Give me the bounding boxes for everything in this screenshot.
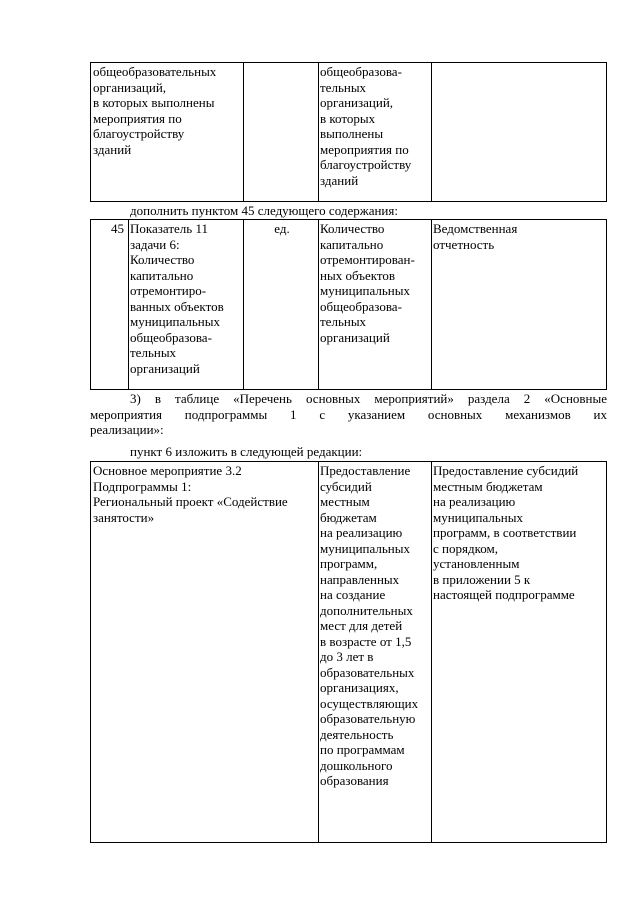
unit-cell: ед. bbox=[274, 221, 290, 236]
column-divider bbox=[431, 63, 432, 201]
paragraph-item-6-intro: пункт 6 изложить в следующей редакции: bbox=[130, 444, 363, 459]
activity-name-cell: Основное мероприятие 3.2 Подпрограммы 1: Региональный проект «Содействие занятости» bbox=[93, 463, 288, 525]
indicator-name-cell: Показатель 11 задачи 6: Количество капитально отремонтиро- ванных объектов муниципальных общеобразова- тельных организаций bbox=[130, 221, 224, 376]
source-cell: Ведомственная отчетность bbox=[433, 221, 518, 252]
paragraph-line: реализации»: bbox=[90, 422, 164, 437]
table-continuation bbox=[90, 62, 607, 202]
implementation-mechanism-cell: Предоставление субсидий местным бюджетам на реализацию муниципальных программ, в соответствии с порядком, установленным в приложении 5 к настоящей подпрограмме bbox=[433, 463, 579, 602]
table-item-6 bbox=[90, 461, 607, 843]
paragraph-line: 3) в таблице «Перечень основных мероприятий» раздела 2 «Основные bbox=[130, 391, 607, 406]
definition-cell: общеобразова- тельных организаций, в которых выполнены мероприятия по благоустройству зданий bbox=[320, 64, 412, 188]
paragraph-add-item-45: дополнить пунктом 45 следующего содержания: bbox=[130, 203, 398, 218]
column-divider bbox=[243, 220, 244, 389]
definition-cell: Количество капитально отремонтирован- ных объектов муниципальных общеобразова- тельных организаций bbox=[320, 221, 415, 345]
activity-description-cell: Предоставление субсидий местным бюджетам на реализацию муниципальных программ, направленных на создание дополнительных мест для детей в возрасте от 1,5 до 3 лет в образовательных организациях, осуществляющих образовательную деятельность по программам дошкольного образования bbox=[320, 463, 419, 788]
table-item-45 bbox=[90, 219, 607, 390]
paragraph-line: мероприятия подпрограммы 1 с указанием основных механизмов их bbox=[90, 406, 607, 422]
paragraph-item-3 bbox=[90, 391, 607, 422]
column-divider bbox=[243, 63, 244, 201]
indicator-name-cell: общеобразовательных организаций, в которых выполнены мероприятия по благоустройству зданий bbox=[93, 64, 217, 157]
row-number: 45 bbox=[111, 221, 124, 236]
